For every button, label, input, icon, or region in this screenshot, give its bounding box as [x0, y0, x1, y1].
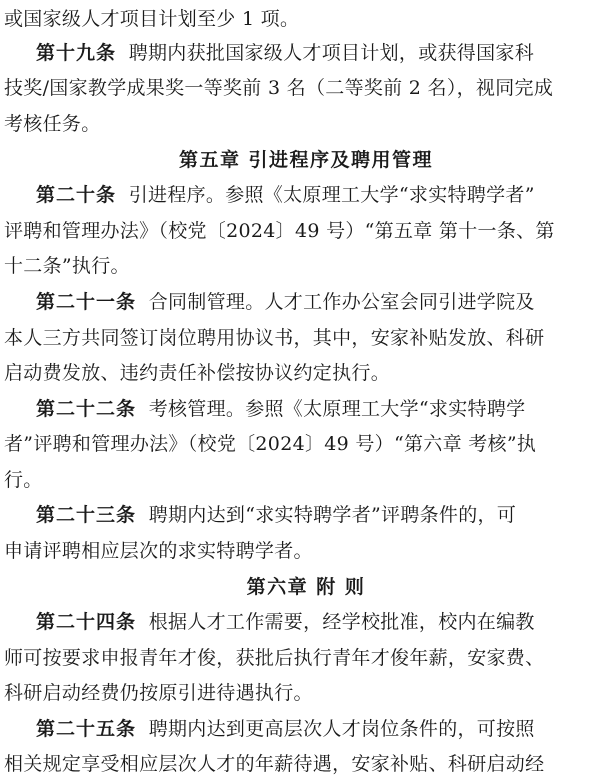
- article-23-line-1: [36, 503, 606, 527]
- article-24-line-2: 师可按要求申报青年才俊，获批后执行青年才俊年薪，安家费、: [4, 647, 545, 669]
- paragraph-line: 或国家级人才项目计划至少 1 项。: [4, 8, 300, 30]
- article-25-line-1: [36, 717, 606, 741]
- article-19-label: 第十九条: [36, 42, 117, 64]
- article-19-text: 聘期内获批国家级人才项目计划，或获得国家科: [128, 42, 535, 64]
- article-25-line-2: 相关规定享受相应层次人才的年薪待遇，安家补贴、科研启动经: [4, 753, 545, 775]
- article-21-line-3: 启动费发放、违约责任补偿按协议约定执行。: [4, 362, 391, 384]
- article-24-line-3: 科研启动经费仍按原引进待遇执行。: [4, 682, 313, 704]
- article-21-line-2: 本人三方共同签订岗位聘用协议书，其中，安家补贴发放、科研: [4, 327, 545, 349]
- article-20-line-2: 评聘和管理办法》（校党〔2024〕49 号）“第五章 第十一条、第: [4, 220, 555, 242]
- article-20-line-1: [36, 183, 606, 207]
- article-20-line-3: 十二条”执行。: [4, 255, 130, 277]
- article-21-text: 合同制管理。人才工作办公室会同引进学院及: [148, 291, 535, 313]
- article-22-label: 第二十二条: [36, 398, 137, 420]
- article-25-text: 聘期内达到更高层次人才岗位条件的，可按照: [148, 718, 535, 740]
- article-21-label: 第二十一条: [36, 291, 137, 313]
- article-19-line-3: 考核任务。: [4, 113, 101, 135]
- article-19-line-2: 技奖/国家教学成果奖一等奖前 3 名（二等奖前 2 名），视同完成: [4, 77, 554, 99]
- article-20-label: 第二十条: [36, 184, 117, 206]
- article-23-line-2: 申请评聘相应层次的求实特聘学者。: [4, 540, 313, 562]
- chapter-6-heading: 第六章 附 则: [246, 576, 366, 598]
- article-22-line-3: 行。: [4, 469, 43, 491]
- article-24-line-1: [36, 610, 606, 634]
- article-22-text: 考核管理。参照《太原理工大学“求实特聘学: [148, 398, 526, 420]
- article-24-text: 根据人才工作需要，经学校批准，校内在编教: [148, 611, 535, 633]
- article-22-line-2: 者”评聘和管理办法》（校党〔2024〕49 号）“第六章 考核”执: [4, 433, 537, 455]
- chapter-5-heading: 第五章 引进程序及聘用管理: [178, 149, 434, 171]
- article-19-line-1: [36, 41, 606, 65]
- article-22-line-1: [36, 397, 606, 421]
- article-21-line-1: [36, 290, 606, 314]
- article-20-text: 引进程序。参照《太原理工大学“求实特聘学者”: [128, 184, 535, 206]
- article-24-label: 第二十四条: [36, 611, 137, 633]
- article-25-label: 第二十五条: [36, 718, 137, 740]
- article-23-text: 聘期内达到“求实特聘学者”评聘条件的，可: [148, 504, 517, 526]
- article-23-label: 第二十三条: [36, 504, 137, 526]
